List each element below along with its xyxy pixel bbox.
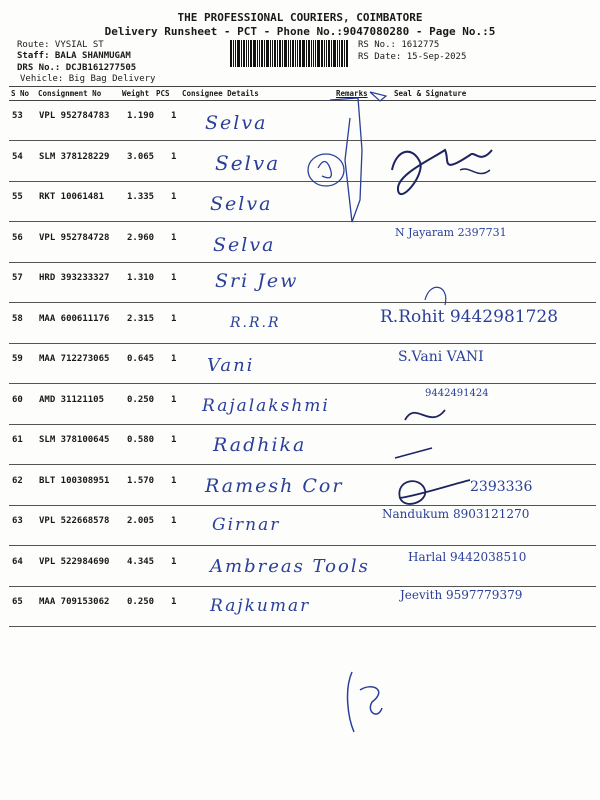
row-consignee-handwritten: Selva: [210, 193, 273, 215]
row-sno: 59: [12, 354, 23, 364]
row-consignee-handwritten: Selva: [205, 112, 268, 134]
staff-label: Staff: BALA SHANMUGAM: [17, 51, 131, 61]
col-remarks: Remarks: [336, 89, 368, 98]
row-consignee-handwritten: Ambreas Tools: [210, 555, 370, 577]
row-consignee-handwritten: Rajkumar: [210, 596, 311, 616]
row-consignment-no: VPL 952784783: [39, 111, 110, 121]
vehicle-label: Vehicle: Big Bag Delivery: [20, 74, 156, 84]
header-title: THE PROFESSIONAL COURIERS, COIMBATORE: [177, 11, 423, 24]
row-seal-signature: Harlal 9442038510: [408, 549, 527, 564]
rs-number: RS No.: 1612775: [358, 40, 440, 50]
col-consignment: Consignment No: [38, 89, 102, 98]
row-consignment-no: RKT 10061481: [39, 192, 105, 202]
row-weight: 4.345: [127, 556, 155, 567]
row-consignment-no: MAA 600611176: [39, 313, 110, 324]
row-consignment-no: AMD 31121105: [39, 394, 105, 405]
row-consignee-handwritten: Radhika: [213, 434, 307, 456]
route-label: Route: VYSIAL ST: [17, 40, 104, 50]
row-consignee-handwritten: Rajalakshmi: [202, 395, 330, 416]
row-sno: 65: [12, 597, 23, 607]
row-pcs: 1: [171, 516, 177, 526]
row-pcs: 1: [171, 232, 177, 243]
row-consignee-handwritten: Girnar: [212, 515, 281, 535]
row-pcs: 1: [171, 394, 177, 405]
row-weight: 1.335: [127, 192, 155, 202]
row-sno: 58: [12, 313, 23, 324]
row-consignment-no: SLM 378128229: [39, 151, 110, 162]
col-consignee: Consignee Details: [182, 89, 259, 98]
row-weight: 1.310: [127, 273, 155, 283]
row-weight: 2.960: [127, 232, 155, 243]
col-seal: Seal & Signature: [394, 89, 467, 98]
row-sno: 64: [12, 556, 23, 567]
row-weight: 0.250: [127, 394, 155, 405]
row-sno: 54: [12, 151, 23, 162]
row-seal-signature: Jeevith 9597779379: [400, 588, 523, 602]
row-consignment-no: SLM 378100645: [39, 435, 110, 445]
row-sno: 56: [12, 232, 23, 243]
row-pcs: 1: [171, 435, 177, 445]
row-pcs: 1: [171, 111, 177, 121]
row-weight: 1.570: [127, 475, 155, 486]
row-pcs: 1: [171, 151, 177, 162]
col-pcs: PCS: [156, 89, 170, 98]
row-seal-signature: N Jayaram 2397731: [395, 225, 507, 239]
row-pcs: 1: [171, 192, 177, 202]
row-weight: 2.315: [127, 313, 155, 324]
row-pcs: 1: [171, 597, 177, 607]
row-sno: 61: [12, 435, 23, 445]
row-consignment-no: BLT 100308951: [39, 475, 110, 486]
rs-date: RS Date: 15-Sep-2025: [358, 52, 467, 62]
row-pcs: 1: [171, 556, 177, 567]
row-consignment-no: MAA 709153062: [39, 597, 110, 607]
row-consignment-no: HRD 393233327: [39, 273, 110, 283]
row-sno: 55: [12, 192, 23, 202]
row-seal-signature: 9442491424: [425, 387, 489, 399]
row-consignee-handwritten: Selva: [215, 150, 281, 175]
col-weight: Weight: [122, 89, 150, 98]
row-consignment-no: VPL 522984690: [39, 556, 110, 567]
row-pcs: 1: [171, 313, 177, 324]
row-weight: 3.065: [127, 151, 155, 162]
row-pcs: 1: [171, 273, 177, 283]
row-sno: 57: [12, 273, 23, 283]
drs-number: DRS No.: DCJB161277505: [17, 63, 137, 73]
row-pcs: 1: [171, 475, 177, 486]
col-sno: S No: [11, 89, 30, 98]
row-consignee-handwritten: Selva: [213, 233, 276, 256]
row-sno: 62: [12, 475, 23, 486]
row-weight: 1.190: [127, 111, 155, 121]
row-consignment-no: VPL 522668578: [39, 516, 110, 526]
row-seal-signature: S.Vani VANI: [398, 349, 484, 365]
row-weight: 0.250: [127, 597, 155, 607]
row-consignee-handwritten: Ramesh Cor: [205, 474, 344, 497]
row-consignment-no: VPL 952784728: [39, 232, 110, 243]
row-seal-signature: Nandukum 8903121270: [382, 507, 530, 521]
row-sno: 53: [12, 111, 23, 121]
row-weight: 0.580: [127, 435, 155, 445]
row-seal-signature: R.Rohit 9442981728: [380, 306, 559, 327]
header-subtitle: Delivery Runsheet - PCT - Phone No.:9047080280 - Page No.:5: [104, 25, 496, 38]
row-sno: 63: [12, 516, 23, 526]
row-consignee-handwritten: R.R.R: [230, 314, 281, 331]
row-seal-signature: 2393336: [470, 478, 533, 495]
row-weight: 2.005: [127, 516, 155, 526]
row-pcs: 1: [171, 354, 177, 364]
row-weight: 0.645: [127, 354, 155, 364]
row-sno: 60: [12, 394, 23, 405]
row-consignee-handwritten: Vani: [207, 355, 255, 376]
row-consignment-no: MAA 712273065: [39, 354, 110, 364]
row-consignee-handwritten: Sri Jew: [215, 270, 299, 292]
